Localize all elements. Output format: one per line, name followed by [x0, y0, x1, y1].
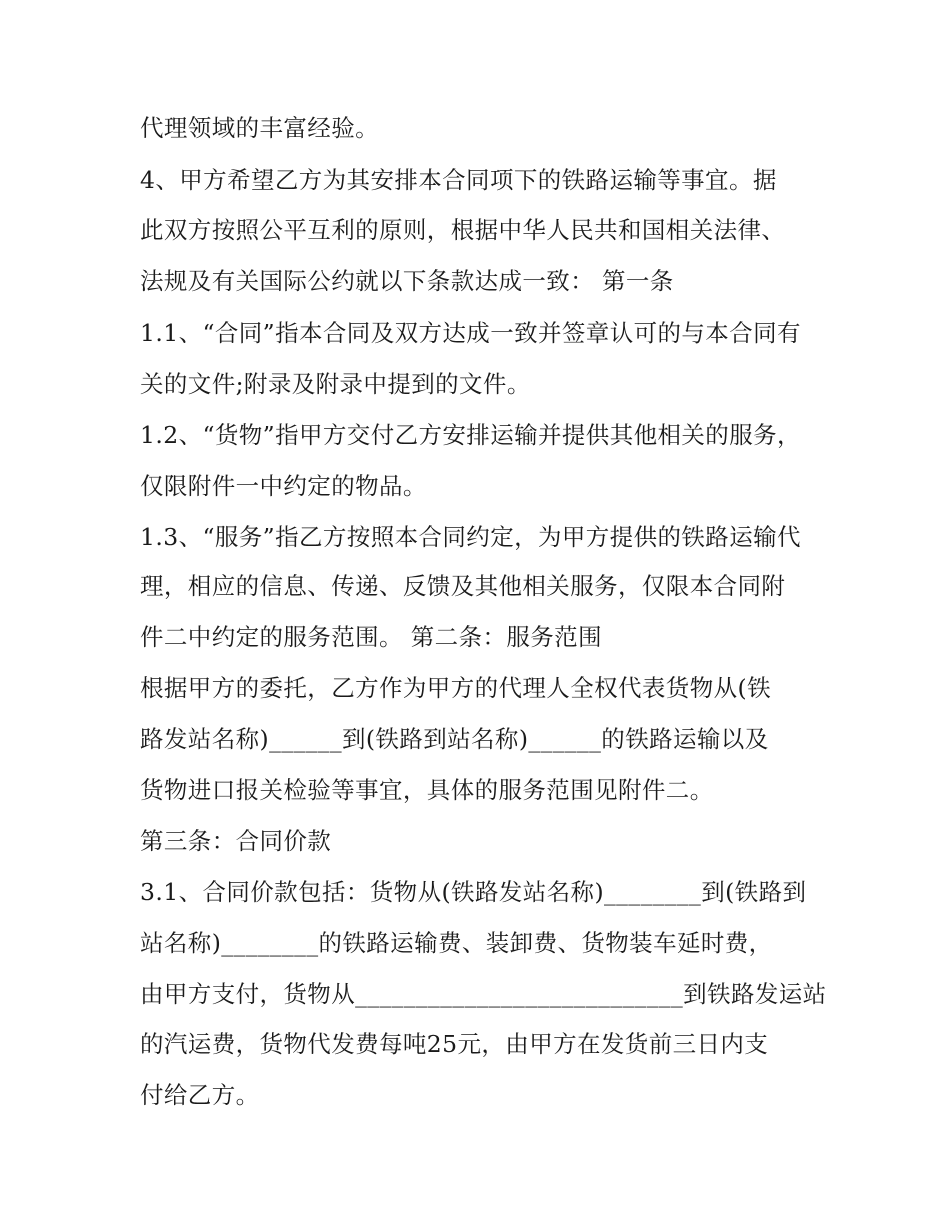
text-line: 法规及有关国际公约就以下条款达成一致： 第一条 — [140, 267, 674, 295]
text-line: 的汽运费，货物代发费每吨25元，由甲方在发货前三日内支 — [140, 1030, 769, 1058]
text-line: 第三条：合同价款 — [140, 827, 332, 855]
text-line: 货物进口报关检验等事宜，具体的服务范围见附件二。 — [140, 776, 714, 804]
text-line: 件二中约定的服务范围。 第二条：服务范围 — [140, 623, 602, 651]
text-line: 站名称)________的铁路运输费、装卸费、货物装车延时费， — [140, 929, 773, 957]
text-line: 理，相应的信息、传递、反馈及其他相关服务，仅限本合同附 — [140, 572, 786, 600]
text-line: 此双方按照公平互利的原则，根据中华人民共和国相关法律、 — [140, 216, 786, 244]
text-line: 关的文件;附录及附录中提到的文件。 — [140, 370, 531, 398]
text-line: 根据甲方的委托，乙方作为甲方的代理人全权代表货物从(铁 — [140, 674, 771, 702]
text-line: 仅限附件一中约定的物品。 — [140, 472, 427, 500]
text-line: 3.1、合同价款包括：货物从(铁路发站名称)________到(铁路到 — [140, 878, 807, 906]
text-line: 代理领域的丰富经验。 — [140, 114, 379, 142]
text-line: 4、甲方希望乙方为其安排本合同项下的铁路运输等事宜。据 — [140, 166, 777, 194]
text-line: 1.1、“合同”指本合同及双方达成一致并签章认可的与本合同有 — [140, 319, 801, 347]
text-line: 1.3、“服务”指乙方按照本合同约定，为甲方提供的铁路运输代 — [140, 523, 801, 551]
text-line: 路发站名称)______到(铁路到站名称)______的铁路运输以及 — [140, 725, 769, 753]
text-line: 1.2、“货物”指甲方交付乙方安排运输并提供其他相关的服务， — [140, 421, 801, 449]
text-line: 付给乙方。 — [140, 1081, 260, 1109]
text-line: 由甲方支付，货物从___________________________到铁路发运站 — [140, 980, 827, 1008]
